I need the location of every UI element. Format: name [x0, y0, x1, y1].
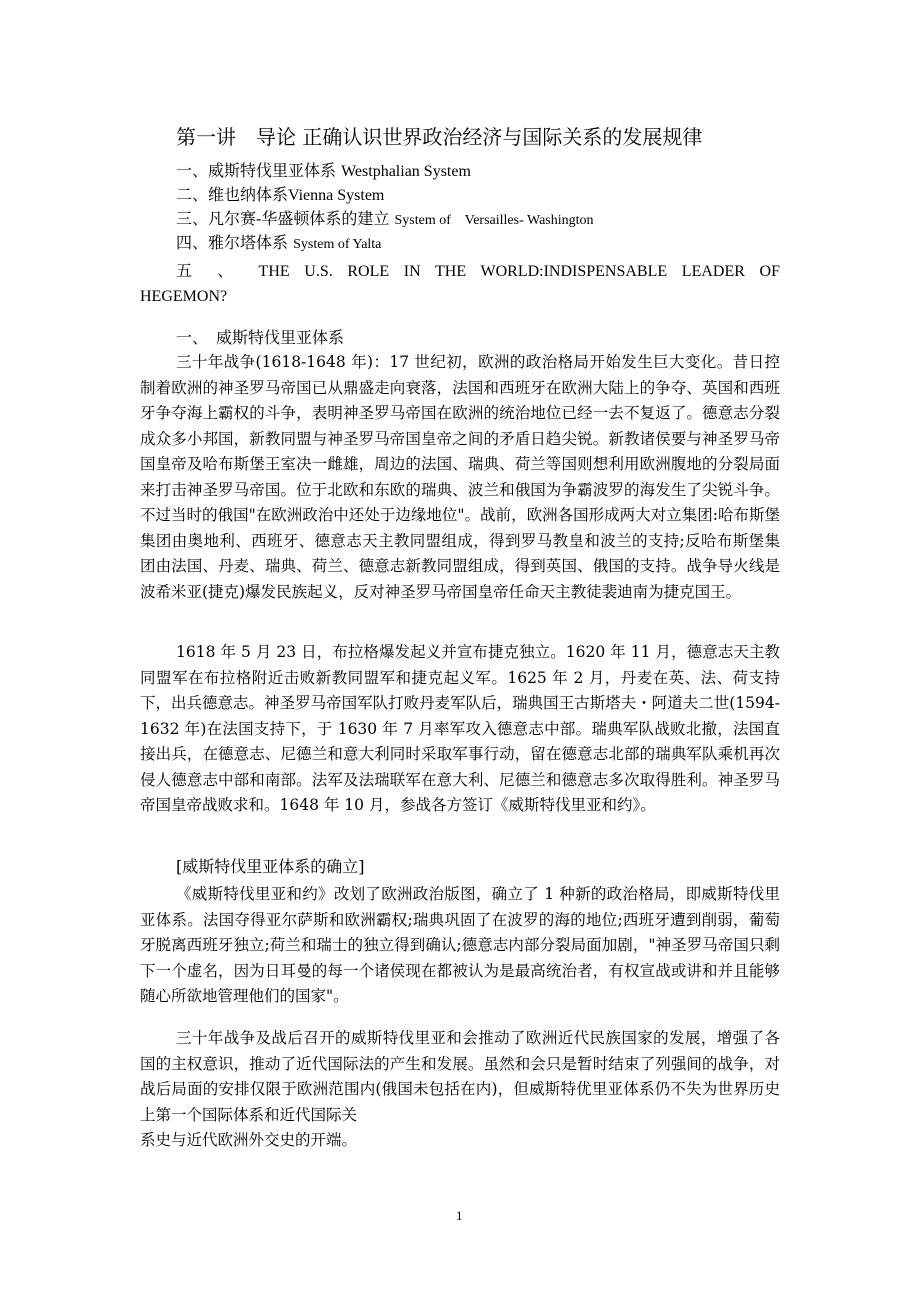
outline-item-1-label: 一、威斯特伐里亚体系	[176, 161, 337, 180]
paragraph-4: 三十年战争及战后召开的威斯特伐里亚和会推动了欧洲近代民族国家的发展，增强了各国的主权意识，推动了近代国际法的产生和发展。虽然和会只是暂时结束了列强间的战争，对战后局面的安排仅限于欧洲范围内(俄国未包括在内)，但威斯特优里亚体系仍不失为世界历史上第一个国际体系和近代国际关	[140, 1029, 780, 1124]
outline-item-4-english: System of Yalta	[293, 237, 382, 252]
paragraph-4-tail: 系史与近代欧洲外交史的开端。	[140, 1131, 358, 1149]
outline-item-5-line-2: HEGEMON?	[140, 288, 228, 305]
page-title: 第一讲 导论 正确认识世界政治经济与国际关系的发展规律	[176, 125, 703, 149]
outline-item-4	[176, 232, 381, 256]
subsection-heading: [威斯特伐里亚体系的确立]	[176, 857, 365, 876]
outline-item-3	[176, 208, 594, 232]
page-number: 1	[456, 1208, 463, 1223]
outline-item-5-line-1: 五 、 THE U.S. ROLE IN THE WORLD:INDISPENSABLE LEADER OF	[176, 263, 780, 280]
outline-item-1-english: Westphalian System	[341, 163, 471, 180]
paragraph-1: 三十年战争(1618-1648 年)：17 世纪初，欧洲的政治格局开始发生巨大变化。昔日控制着欧洲的神圣罗马帝国已从鼎盛走向衰落，法国和西班牙在欧洲大陆上的争夺、英国和西班牙争夺海上霸权的斗争，表明神圣罗马帝国在欧洲的统治地位已经一去不复返了。德意志分裂成众多小邦国，新教同盟与神圣罗马帝国皇帝之间的矛盾日趋尖锐。新教诸侯要与神圣罗马帝国皇帝及哈布斯堡王室决一雌雄，周边的法国、瑞典、荷兰等国则想利用欧洲腹地的分裂局面来打击神圣罗马帝国。位于北欧和东欧的瑞典、波兰和俄国为争霸波罗的海发生了尖锐斗争。不过当时的俄国"在欧洲政治中还处于边缘地位"。战前，欧洲各国形成两大对立集团:哈布斯堡集团由奥地利、西班牙、德意志天主教同盟组成，得到罗马教皇和波兰的支持;反哈布斯堡集团由法国、丹麦、瑞典、荷兰、德意志新教同盟组成，得到英国、俄国的支持。战争导火线是波希米亚(捷克)爆发民族起义，反对神圣罗马帝国皇帝任命天主教徒裴迪南为捷克国王。	[140, 353, 780, 601]
outline-item-2	[176, 184, 384, 207]
paragraph-3: 《威斯特伐里亚和约》改划了欧洲政治版图，确立了 1 种新的政治格局，即威斯特伐里亚体系。法国夺得亚尔萨斯和欧洲霸权;瑞典巩固了在波罗的海的地位;西班牙遭到削弱，葡萄牙脱离西班牙独立;荷兰和瑞士的独立得到确认;德意志内部分裂局面加剧，"神圣罗马帝国只剩下一个虚名，因为日耳曼的每一个诸侯现在都被认为是最高统治者，有权宣战或讲和并且能够随心所欲地管理他们的国家"。	[140, 885, 780, 1005]
outline-item-3-label: 三、凡尔赛-华盛顿体系的建立	[176, 209, 390, 228]
outline-item-5	[140, 259, 780, 309]
section-heading: 一、 威斯特伐里亚体系	[176, 328, 345, 347]
outline-item-2-label: 二、维也纳体系	[176, 185, 289, 204]
paragraph-2: 1618 年 5 月 23 日，布拉格爆发起义并宣布捷克独立。1620 年 11 月，德意志天主教同盟军在布拉格附近击败新教同盟军和捷克起义军。1625 年 2 月，丹麦在英、法、荷支持下，出兵德意志。神圣罗马帝国军队打败丹麦军队后，瑞典国王古斯塔夫・阿道夫二世(1594-1632 年)在法国支持下，于 1630 年 7 月率军攻入德意志中部。瑞典军队战败北撤，法国直接出兵，在德意志、尼德兰和意大利同时采取军事行动，留在德意志北部的瑞典军队乘机再次侵人德意志中部和南部。法军及法瑞联军在意大利、尼德兰和德意志多次取得胜利。神圣罗马帝国皇帝战败求和。1648 年 10 月，参战各方签订《威斯特伐里亚和约》。	[140, 643, 780, 814]
outline-item-2-english: Vienna System	[288, 187, 385, 204]
outline-item-4-label: 四、雅尔塔体系	[176, 233, 289, 252]
outline-item-1	[176, 160, 471, 183]
outline-item-3-english: System of Versailles- Washington	[394, 213, 594, 228]
